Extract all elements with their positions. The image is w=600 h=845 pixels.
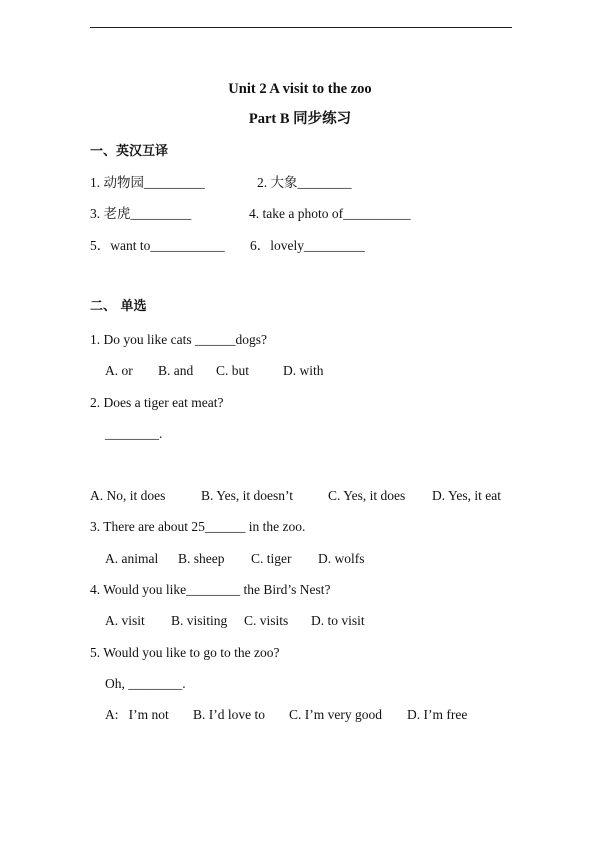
translation-item-6: 6．lovely_________: [250, 238, 365, 253]
translation-item-5: 5．want to___________: [90, 238, 225, 253]
q1-option-b: B. and: [158, 363, 194, 378]
q5-option-b: B. I’d love to: [193, 707, 265, 722]
translation-item-2: 2. 大象________: [257, 175, 352, 190]
q2-option-a: A. No, it does: [90, 488, 166, 503]
q1-option-a: A. or: [105, 363, 133, 378]
section1-heading: 一、英汉互译: [90, 144, 169, 159]
q5-option-d: D. I’m free: [407, 707, 468, 722]
q5-option-c: C. I’m very good: [289, 707, 382, 722]
q3-option-b: B. sheep: [178, 551, 225, 566]
q2-option-b: B. Yes, it doesn’t: [201, 488, 294, 503]
document-title: Unit 2 A visit to the zoo: [228, 81, 372, 97]
q2-option-d: D. Yes, it eat: [432, 488, 502, 503]
q3-option-d: D. wolfs: [318, 551, 365, 566]
translation-item-1: 1. 动物园_________: [90, 175, 205, 190]
q1-option-d: D. with: [283, 363, 324, 378]
section2-heading: 二、 单选: [90, 299, 147, 314]
question-4: 4. Would you like________ the Bird’s Nest?: [90, 582, 331, 597]
question-3: 3. There are about 25______ in the zoo.: [90, 519, 306, 534]
q1-option-c: C. but: [216, 363, 250, 378]
q3-option-c: C. tiger: [251, 551, 292, 566]
q5-answer-blank: Oh, ________.: [105, 676, 186, 691]
q3-option-a: A. animal: [105, 551, 159, 566]
translation-item-3: 3. 老虎_________: [90, 206, 192, 221]
q4-option-a: A. visit: [105, 613, 145, 628]
q5-option-a: A: I’m not: [105, 707, 169, 722]
document-subtitle: Part B 同步练习: [248, 111, 352, 127]
question-1: 1. Do you like cats ______dogs?: [90, 332, 267, 347]
q4-option-d: D. to visit: [311, 613, 365, 628]
question-2: 2. Does a tiger eat meat?: [90, 395, 224, 410]
q4-option-b: B. visiting: [171, 613, 228, 628]
question-5: 5. Would you like to go to the zoo?: [90, 645, 280, 660]
translation-item-4: 4. take a photo of__________: [249, 206, 411, 221]
header-rule: [90, 27, 512, 28]
q4-option-c: C. visits: [244, 613, 289, 628]
q2-option-c: C. Yes, it does: [328, 488, 406, 503]
q2-answer-blank: ________.: [105, 426, 163, 441]
